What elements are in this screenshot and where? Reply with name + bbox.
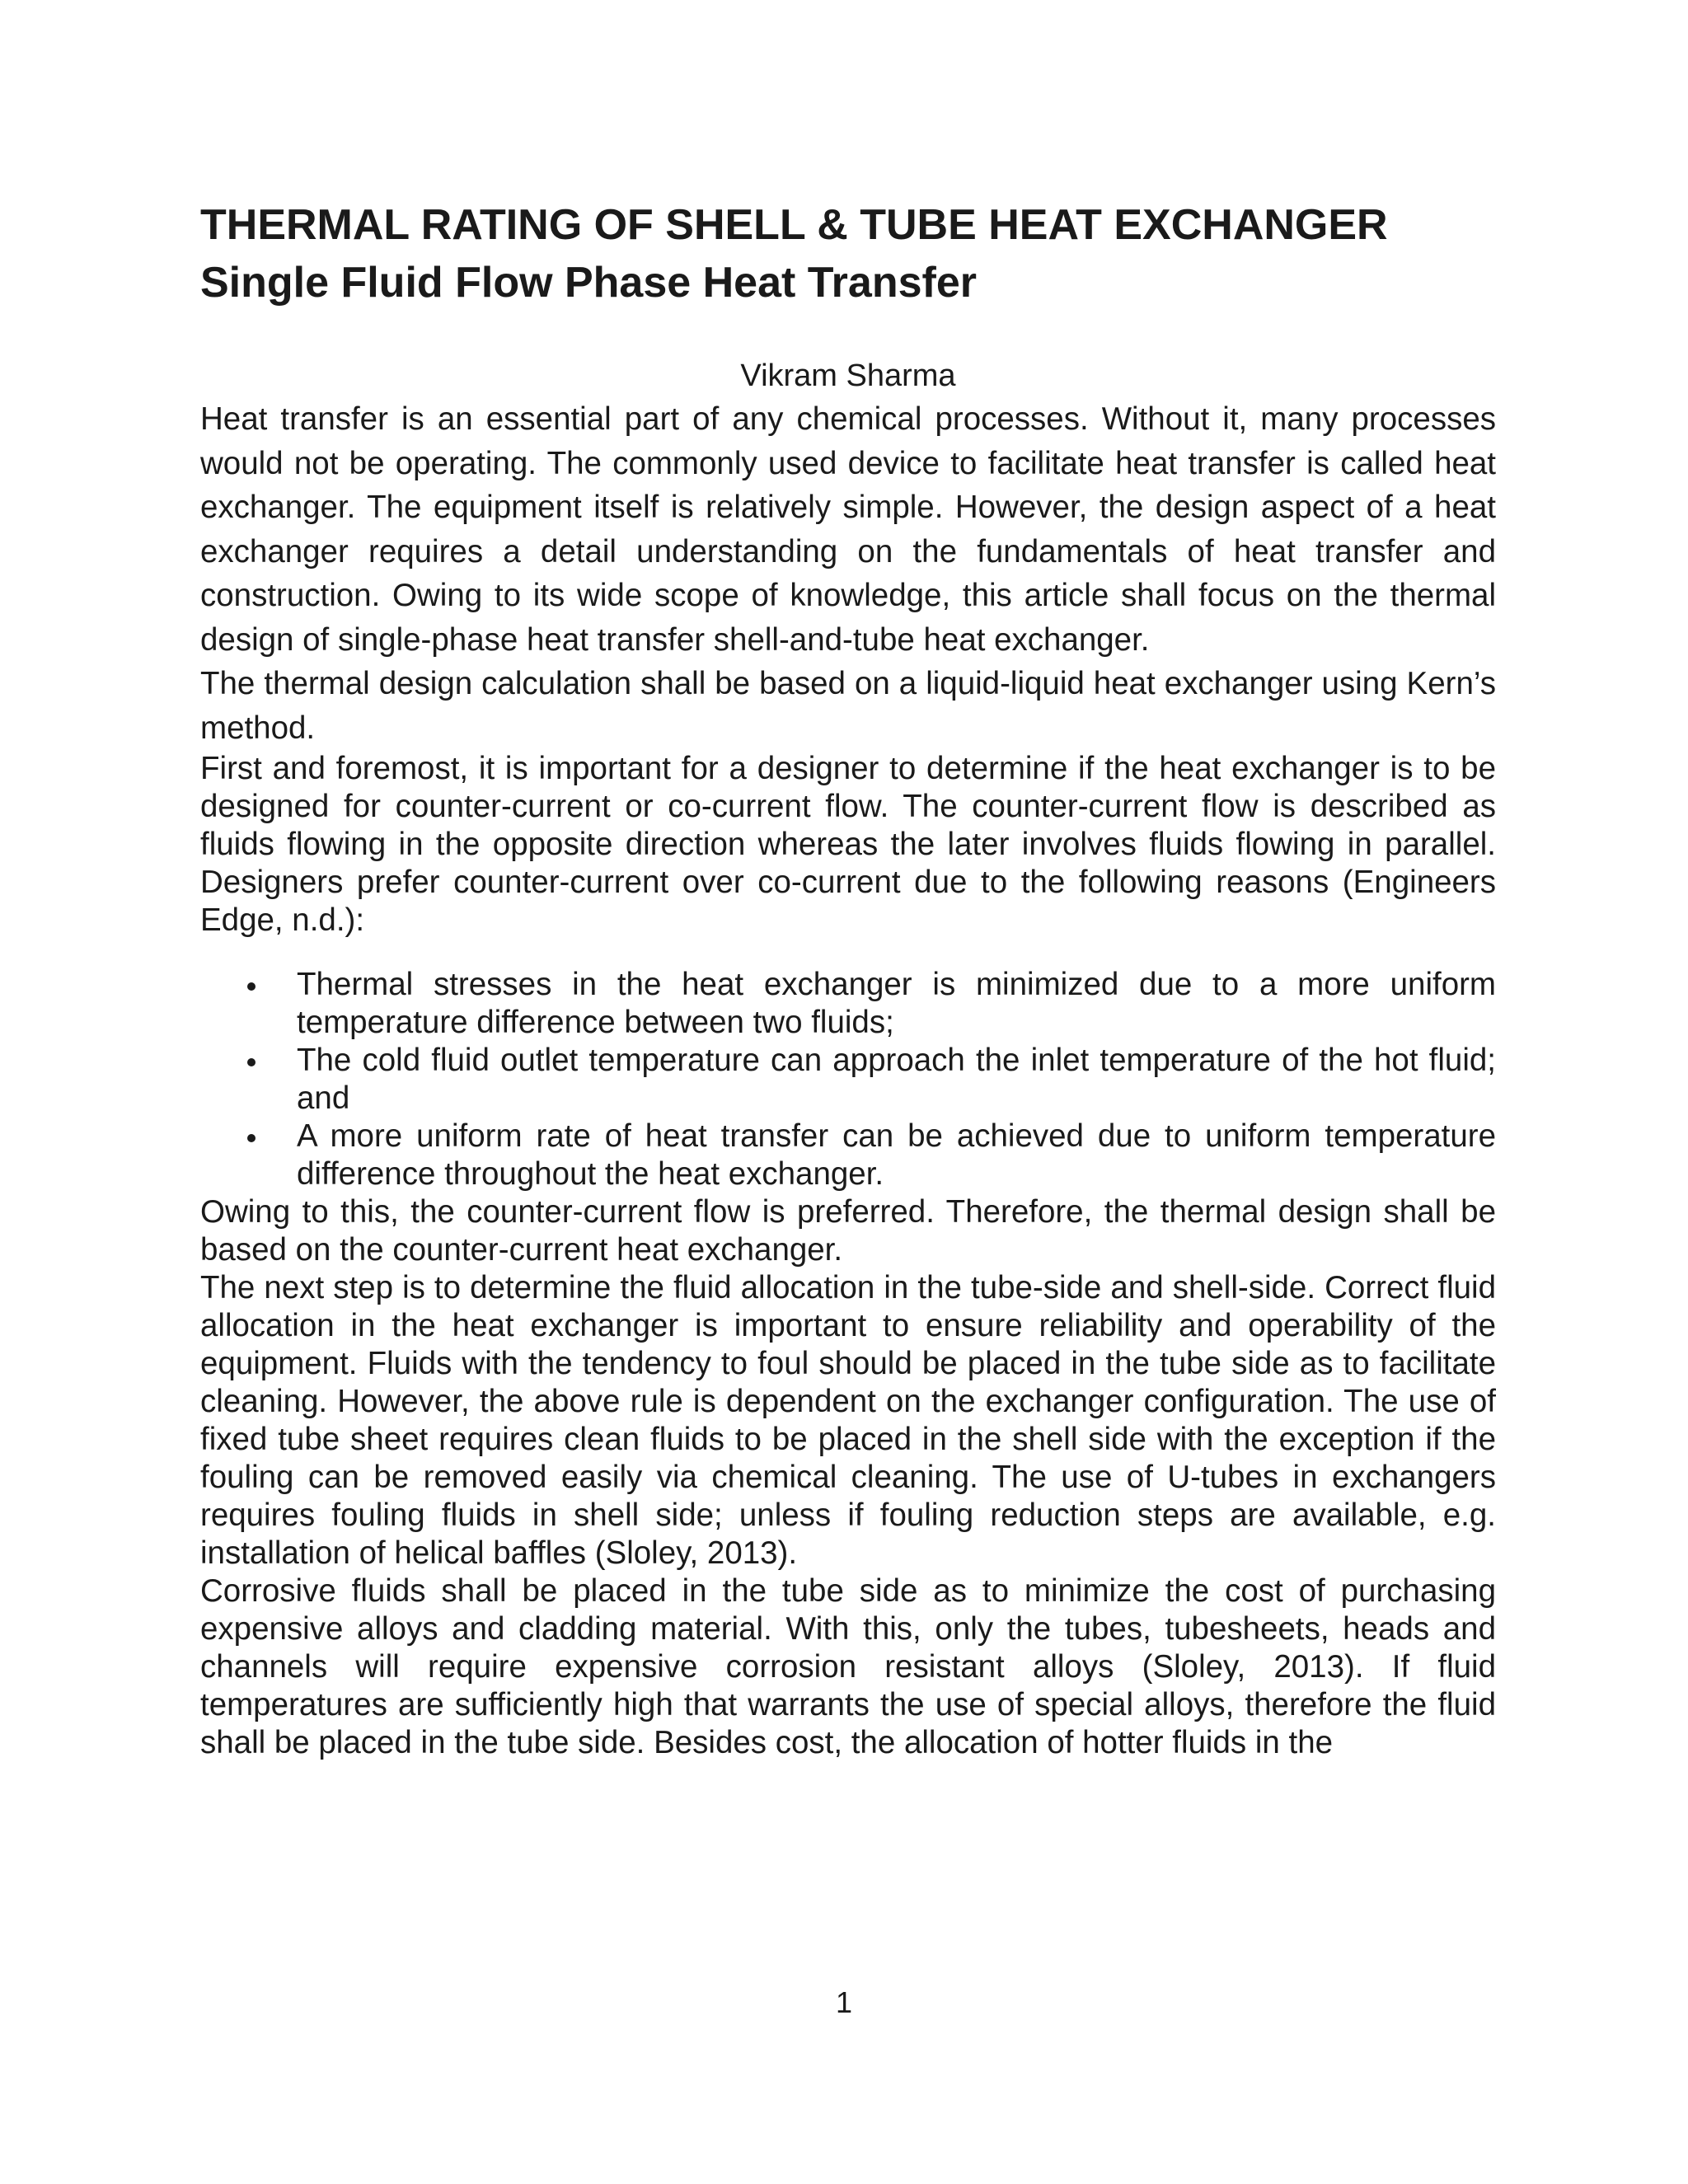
list-item (200, 1042, 1496, 1118)
bullet-icon (247, 1058, 256, 1066)
author-name: Vikram Sharma (740, 359, 956, 393)
bullet-icon (247, 1134, 256, 1142)
paragraph-fluid-allocation: The next step is to determine the fluid allocation in the tube-side and shell-side. Correct fluid allocation in the heat exchanger is important to ensure reliability and operability of the equipment. Fluids with the tendency to foul should be placed in the tube side as to facilitate cleaning. However, the above rule is dependent on the exchanger configuration. The use of fixed tube sheet requires clean fluids to be placed in the shell side with the exception if the fouling can be removed easily via chemical cleaning. The use of U-tubes in exchangers requires fouling fluids in shell side; unless if fouling reduction steps are available, e.g. installation of helical baffles (Sloley, 2013). (200, 1270, 1496, 1571)
list-item (200, 966, 1496, 1042)
page-content (200, 196, 1496, 1762)
title-line-1: THERMAL RATING OF SHELL & TUBE HEAT EXCHANGER (200, 201, 1388, 249)
title-line-2: Single Fluid Flow Phase Heat Transfer (200, 259, 977, 307)
reasons-list (200, 966, 1496, 1193)
paragraph-method: The thermal design calculation shall be based on a liquid-liquid heat exchanger using Kern’s method. (200, 666, 1496, 746)
paragraph-preference: Owing to this, the counter-current flow is preferred. Therefore, the thermal design shall be based on the counter-current heat exchanger. (200, 1194, 1496, 1268)
bullet-icon (247, 982, 256, 991)
paragraph-intro: Heat transfer is an essential part of any chemical processes. Without it, many processes would not be operating. The commonly used device to facilitate heat transfer is called heat exchanger. The equipment itself is relatively simple. However, the design aspect of a heat exchanger requires a detail understanding on the fundamentals of heat transfer and construction. Owing to its wide scope of knowledge, this article shall focus on the thermal design of single-phase heat transfer shell-and-tube heat exchanger. (200, 401, 1496, 658)
page-number: 1 (835, 1985, 853, 2019)
paragraph-corrosive-fluids: Corrosive fluids shall be placed in the tube side as to minimize the cost of purchasing expensive alloys and cladding material. With this, only the tubes, tubesheets, heads and channels will require expensive corrosion resistant alloys (Sloley, 2013). If fluid temperatures are sufficiently high that warrants the use of special alloys, therefore the fluid shall be placed in the tube side. Besides cost, the allocation of hotter fluids in the (200, 1573, 1496, 1760)
list-item (200, 1118, 1496, 1193)
list-item-text: Thermal stresses in the heat exchanger is minimized due to a more uniform temperature difference between two fluids; (297, 967, 1496, 1040)
list-item-text: The cold fluid outlet temperature can approach the inlet temperature of the hot fluid; and (297, 1043, 1496, 1116)
document-title (200, 196, 1496, 312)
paragraph-flow-direction: First and foremost, it is important for a designer to determine if the heat exchanger is to be designed for counter-current or co-current flow. The counter-current flow is described as fluids flowing in the opposite direction whereas the later involves fluids flowing in parallel. Designers prefer counter-current over co-current due to the following reasons (Engineers Edge, n.d.): (200, 751, 1496, 938)
list-item-text: A more uniform rate of heat transfer can be achieved due to uniform temperature difference throughout the heat exchanger. (297, 1118, 1496, 1192)
